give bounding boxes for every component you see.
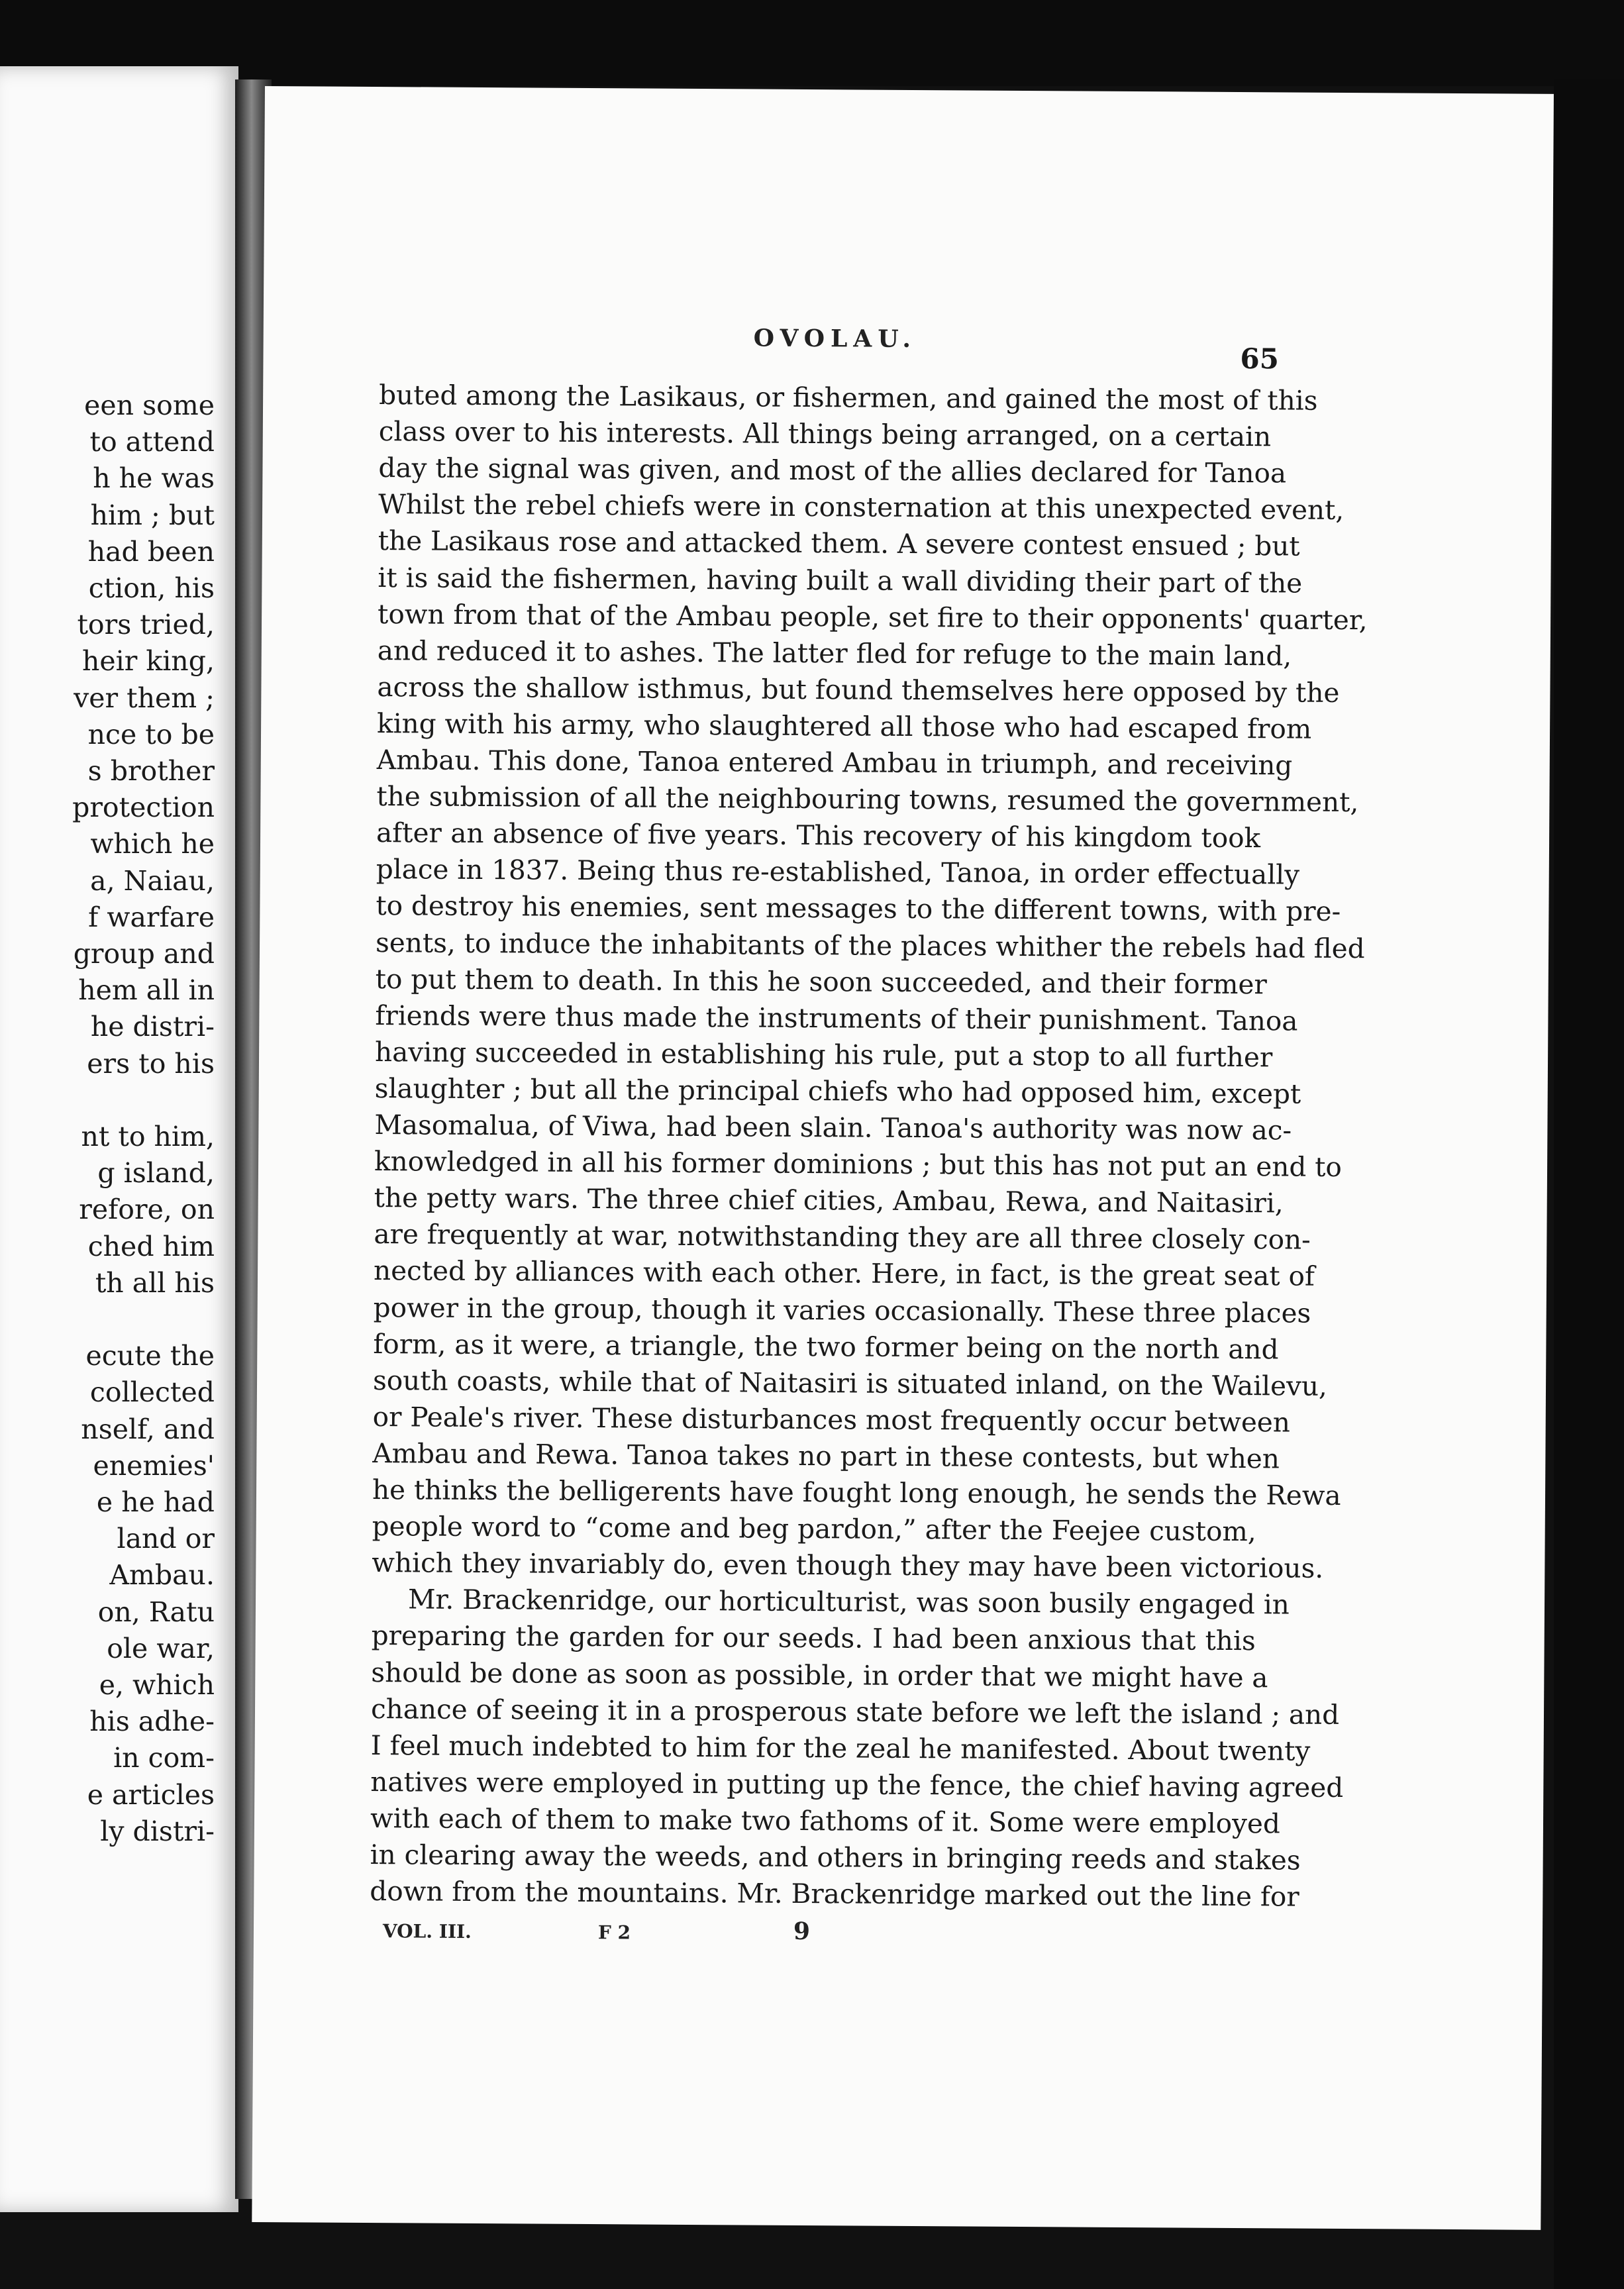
body-text-line: town from that of the Ambau people, set fire to their opponents' quarter, xyxy=(377,597,1368,636)
body-text-line: Whilst the rebel chiefs were in consternation at this unexpected event, xyxy=(378,488,1345,527)
left-page-line: ers to his xyxy=(87,1047,215,1080)
body-text-line: people word to “come and beg pardon,” after the Feejee custom, xyxy=(372,1510,1256,1548)
left-page-line: ched him xyxy=(87,1230,215,1262)
left-page-line: land or xyxy=(117,1523,215,1555)
scan-edge xyxy=(1554,79,1624,2289)
body-text-line: with each of them to make two fathoms of it. Some were employed xyxy=(370,1802,1281,1840)
left-page-line: him ; but xyxy=(90,499,215,531)
left-page-line: hem all in xyxy=(78,974,215,1007)
body-text-line: he thinks the belligerents have fought long enough, he sends the Rewa xyxy=(372,1474,1341,1511)
body-text-line: the Lasikaus rose and attacked them. A severe contest ensued ; but xyxy=(378,525,1300,562)
left-page-line: Ambau. xyxy=(109,1559,215,1592)
left-page-line: ver them ; xyxy=(74,682,215,714)
body-text-line: it is said the fishermen, having built a wall dividing their part of the xyxy=(378,561,1303,599)
left-page-line: ction, his xyxy=(88,572,215,604)
scan-background xyxy=(0,0,1624,86)
body-text-line: to put them to death. In this he soon succeeded, and their former xyxy=(375,962,1267,1000)
left-page-line: h he was xyxy=(93,462,215,495)
body-text-line: down from the mountains. Mr. Brackenridge marked out the line for xyxy=(370,1875,1299,1913)
left-page-line: protection xyxy=(72,791,215,824)
left-page-line: een some xyxy=(84,389,215,421)
body-text-line: should be done as soon as possible, in order that we might have a xyxy=(371,1656,1268,1694)
body-text-line: south coasts, while that of Naitasiri is situated inland, on the Wailevu, xyxy=(372,1364,1328,1402)
left-page-line: tors tried, xyxy=(77,609,215,641)
body-text-line: and reduced it to ashes. The latter fled for refuge to the main land, xyxy=(377,634,1292,672)
left-page xyxy=(0,66,238,2212)
left-page-line: e he had xyxy=(96,1486,215,1518)
left-page-line: refore, on xyxy=(79,1194,215,1226)
body-text-line: are frequently at war, notwithstanding they are all three closely con- xyxy=(374,1218,1311,1256)
left-page-line: th all his xyxy=(95,1266,215,1299)
left-page-line: had been xyxy=(87,535,215,568)
right-page xyxy=(252,86,1554,2230)
left-page-line: g island, xyxy=(97,1157,215,1190)
body-text-line: after an absence of five years. This recovery of his kingdom took xyxy=(376,817,1261,854)
left-page-line: his adhe- xyxy=(89,1705,215,1738)
body-text-line: king with his army, who slaughtered all those who had escaped from xyxy=(376,707,1312,745)
left-page-line: enemies' xyxy=(93,1449,215,1482)
left-page-line: which he xyxy=(90,828,215,860)
body-text-line: chance of seeing it in a prosperous state before we left the island ; and xyxy=(370,1692,1340,1731)
running-head: OVOLAU. xyxy=(753,324,917,354)
body-text-line: or Peale's river. These disturbances most frequently occur between xyxy=(372,1400,1291,1439)
body-text-line: across the shallow isthmus, but found themselves here opposed by the xyxy=(377,670,1340,709)
left-page-line: collected xyxy=(89,1376,215,1409)
body-text-line: Masomalua, of Viwa, had been slain. Tanoa's authority was now ac- xyxy=(374,1109,1292,1146)
body-text-line: nected by alliances with each other. Here, in fact, is the great seat of xyxy=(373,1254,1315,1293)
left-page-line: f warfare xyxy=(88,901,215,933)
body-text-line: the submission of all the neighbouring towns, resumed the government, xyxy=(376,780,1359,819)
footer-mark: 9 xyxy=(793,1917,811,1946)
body-text-line: form, as it were, a triangle, the two former being on the north and xyxy=(373,1327,1279,1365)
footer-volume: VOL. III. xyxy=(382,1920,472,1943)
body-text-line: I feel much indebted to him for the zeal he manifested. About twenty xyxy=(370,1729,1311,1767)
left-page-line: he distri- xyxy=(90,1011,215,1043)
left-page-line: s brother xyxy=(87,755,215,787)
body-text-line: sents, to induce the inhabitants of the places whither the rebels had fled xyxy=(375,926,1365,964)
body-text-line: slaughter ; but all the principal chiefs who had opposed him, except xyxy=(374,1072,1301,1110)
page-number: 65 xyxy=(1240,342,1280,376)
body-text-line: natives were employed in putting up the fence, the chief having agreed xyxy=(370,1765,1344,1804)
body-text-line: friends were thus made the instruments of their punishment. Tanoa xyxy=(375,999,1298,1037)
left-page-line: nself, and xyxy=(81,1413,215,1445)
left-page-line: e, which xyxy=(99,1669,215,1701)
body-text-line: Ambau and Rewa. Tanoa takes no part in these contests, but when xyxy=(372,1437,1280,1475)
body-text-line: having succeeded in establishing his rule, put a stop to all further xyxy=(374,1035,1273,1074)
left-page-line: ole war, xyxy=(107,1632,215,1664)
left-page-line: nce to be xyxy=(87,718,215,750)
body-text-line: in clearing away the weeds, and others in bringing reeds and stakes xyxy=(370,1839,1301,1876)
body-text-line: class over to his interests. All things being arranged, on a certain xyxy=(378,415,1272,453)
left-page-line: on, Ratu xyxy=(97,1596,215,1628)
left-page-line: nt to him, xyxy=(81,1121,215,1152)
body-text-line: knowledged in all his former dominions ; but this has not put an end to xyxy=(374,1145,1343,1184)
left-page-line: ecute the xyxy=(85,1340,215,1372)
left-page-line: to attend xyxy=(89,426,215,458)
left-page-line: ly distri- xyxy=(100,1815,215,1847)
left-page-line: group and xyxy=(73,938,215,970)
body-text-line: day the signal was given, and most of the allies declared for Tanoa xyxy=(378,452,1287,489)
footer-signature: F 2 xyxy=(597,1921,631,1944)
body-text-line: Mr. Brackenridge, our horticulturist, was soon busily engaged in xyxy=(407,1583,1290,1621)
body-text-line: Ambau. This done, Tanoa entered Ambau in triumph, and receiving xyxy=(376,744,1293,782)
body-text-line: buted among the Lasikaus, or fishermen, and gained the most of this xyxy=(379,379,1318,417)
body-text-line: place in 1837. Being thus re-established, Tanoa, in order effectually xyxy=(376,853,1300,891)
left-page-line: heir king, xyxy=(81,645,215,678)
body-text-line: the petty wars. The three chief cities, Ambau, Rewa, and Naitasiri, xyxy=(374,1182,1284,1219)
body-text-line: preparing the garden for our seeds. I had been anxious that this xyxy=(371,1619,1256,1657)
left-page-line: in com- xyxy=(113,1742,215,1774)
body-text-line: which they invariably do, even though they may have been victorious. xyxy=(372,1547,1324,1584)
body-text-line: power in the group, though it varies occasionally. These three places xyxy=(373,1291,1311,1329)
left-page-line: e articles xyxy=(87,1778,215,1811)
left-page-line: a, Naiau, xyxy=(90,864,215,897)
body-text-line: to destroy his enemies, sent messages to the different towns, with pre- xyxy=(376,890,1341,928)
